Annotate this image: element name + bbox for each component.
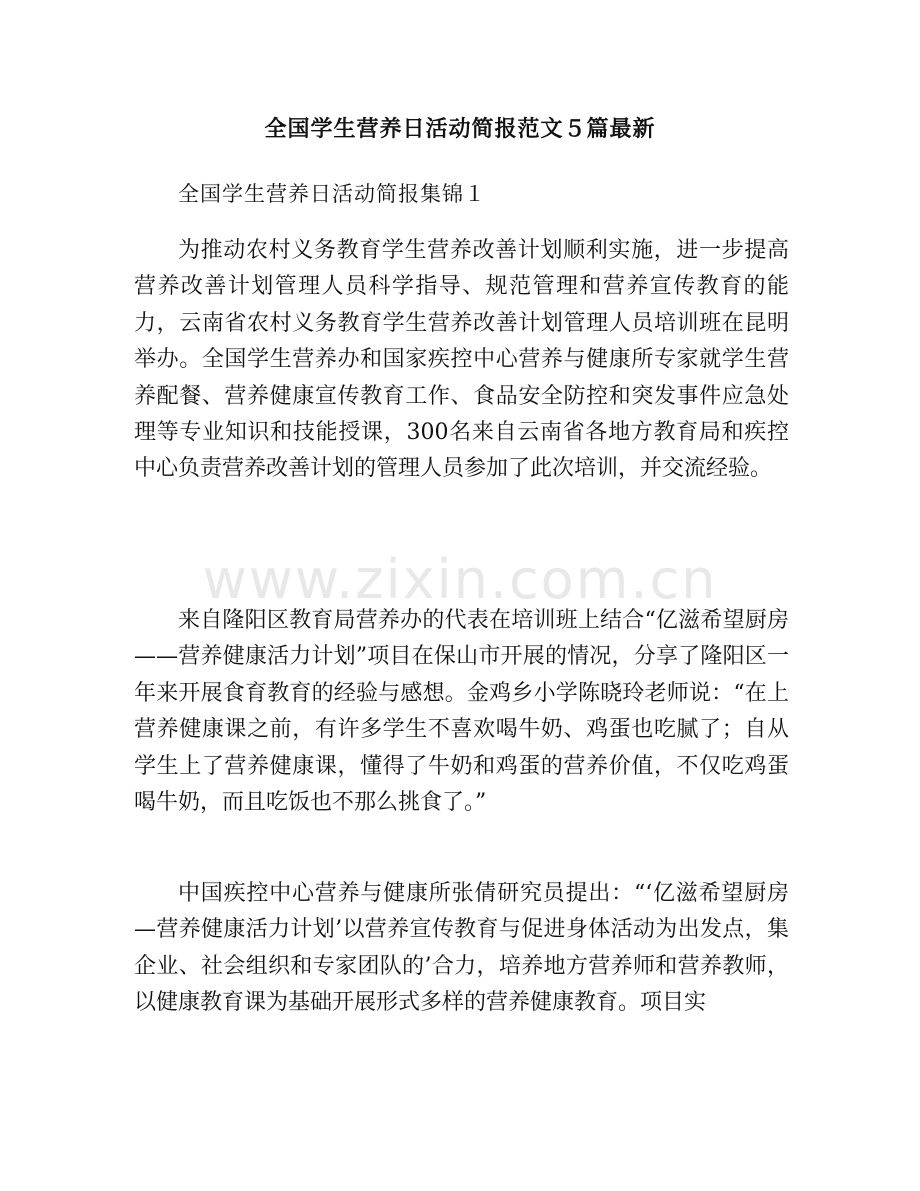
section-heading: 全国学生营养日活动简报集锦１ [178,182,486,206]
paragraph-2: 来自隆阳区教育局营养办的代表在培训班上结合“亿滋希望厨房——营养健康活力计划”项目在保山市开展的情况，分享了隆阳区一年来开展食育教育的经验与感想。金鸡乡小学陈晓玲老师说：“在上营养健康课之前，有许多学生不喜欢喝牛奶、鸡蛋也吃腻了；自从学生上了营养健康课，懂得了牛奶和鸡蛋的营养价值，不仅吃鸡蛋喝牛奶，而且吃饭也不那么挑食了。” [134,608,789,816]
document-title: 全国学生营养日活动简报范文５篇最新 [264,117,656,142]
watermark: www.zixin.com.cn [202,548,718,611]
paragraph-1: 为推动农村义务教育学生营养改善计划顺利实施，进一步提高营养改善计划管理人员科学指导、规范管理和营养宣传教育的能力，云南省农村义务教育学生营养改善计划管理人员培训班在昆明举办。全国学生营养办和国家疾控中心营养与健康所专家就学生营养配餐、营养健康宣传教育工作、食品安全防控和突发事件应急处理等专业知识和技能授课，300名来自云南省各地方教育局和疾控中心负责营养改善计划的管理人员参加了此次培训，并交流经验。 [134,238,789,482]
paragraph-3: 中国疾控中心营养与健康所张倩研究员提出：“‘亿滋希望厨房—营养健康活力计划’以营养宣传教育与促进身体活动为出发点，集企业、社会组织和专家团队的’合力，培养地方营养师和营养教师，以健康教育课为基础开展形式多样的营养健康教育。项目实 [134,881,789,1016]
